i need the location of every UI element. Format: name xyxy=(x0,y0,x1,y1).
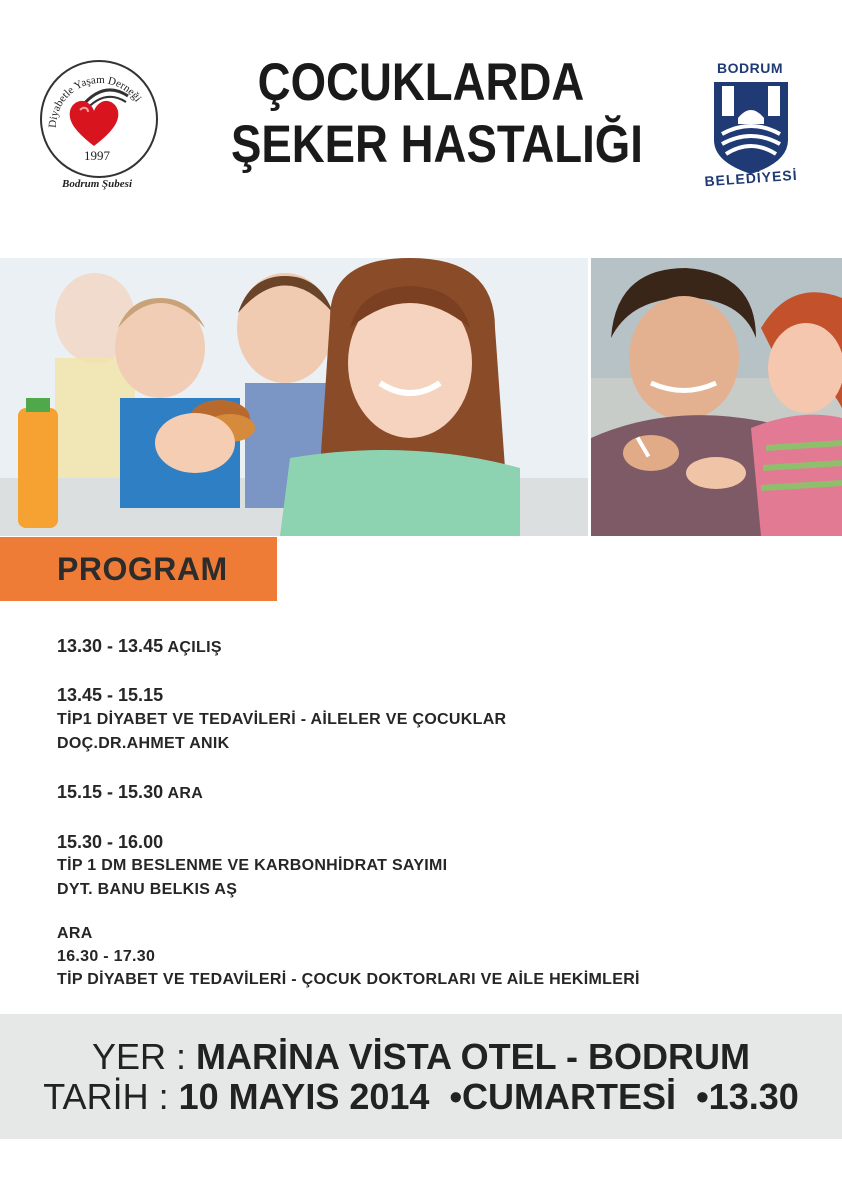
date-label: TARİH : xyxy=(43,1076,179,1117)
title-line-2: ŞEKER HASTALIĞI xyxy=(230,115,643,174)
schedule-item-2-speaker: DOÇ.DR.AHMET ANIK xyxy=(57,735,230,752)
program-heading: PROGRAM xyxy=(57,551,228,587)
castle-shield-icon xyxy=(712,78,790,176)
logo-right-top: BODRUM xyxy=(717,60,783,76)
glucose-test-illustration xyxy=(591,258,842,536)
schedule-item-5-time: 16.30 - 17.30 xyxy=(57,948,156,965)
schedule-item-5-break: ARA xyxy=(57,925,93,942)
schedule-item-2-time xyxy=(57,685,163,706)
diyabetle-yasam-dernegi-logo xyxy=(38,60,160,200)
schedule-item-1 xyxy=(57,636,222,657)
venue-label: YER : xyxy=(91,1036,197,1077)
schedule-item-5-title: TİP DİYABET VE TEDAVİLERİ - ÇOCUK DOKTORLARI VE AİLE HEKİMLERİ xyxy=(57,971,640,988)
logo-org-name: Diyabetle Yaşam Derneği xyxy=(46,74,144,129)
schedule-title: AÇILIŞ xyxy=(167,639,222,656)
schedule-time: 13.30 - 13.45 xyxy=(57,636,164,656)
children-eating-illustration xyxy=(0,258,588,536)
schedule-time: 15.30 - 16.00 xyxy=(57,832,164,852)
father-daughter-glucose-test-photo xyxy=(591,258,842,536)
heart-icon xyxy=(66,94,122,150)
page-title xyxy=(230,52,643,176)
day-value: •CUMARTESİ xyxy=(449,1076,677,1117)
logo-right-bottom: BELEDİYESİ xyxy=(703,166,799,190)
logo-year: 1997 xyxy=(84,148,110,163)
schedule-item-4-title: TİP 1 DM BESLENME VE KARBONHİDRAT SAYIMI xyxy=(57,857,448,874)
schedule-time: 13.45 - 15.15 xyxy=(57,685,164,705)
venue-value: MARİNA VİSTA OTEL - BODRUM xyxy=(196,1036,750,1077)
bodrum-belediyesi-logo xyxy=(700,60,810,190)
venue-line xyxy=(0,1036,842,1078)
schedule-time: 15.15 - 15.30 xyxy=(57,782,164,802)
schedule-item-3 xyxy=(57,782,203,803)
title-line-1: ÇOCUKLARDA xyxy=(257,53,585,112)
schedule-item-4-speaker: DYT. BANU BELKIS AŞ xyxy=(57,881,238,898)
schedule-title: ARA xyxy=(167,785,204,802)
date-value: 10 MAYIS 2014 xyxy=(178,1076,430,1117)
children-eating-photo xyxy=(0,258,588,536)
logo-branch: Bodrum Şubesi xyxy=(62,178,132,190)
date-line xyxy=(0,1076,842,1118)
schedule-item-4-time xyxy=(57,832,163,853)
time-value: •13.30 xyxy=(696,1076,799,1117)
schedule-item-2-title: TİP1 DİYABET VE TEDAVİLERİ - AİLELER VE ÇOCUKLAR xyxy=(57,711,507,728)
